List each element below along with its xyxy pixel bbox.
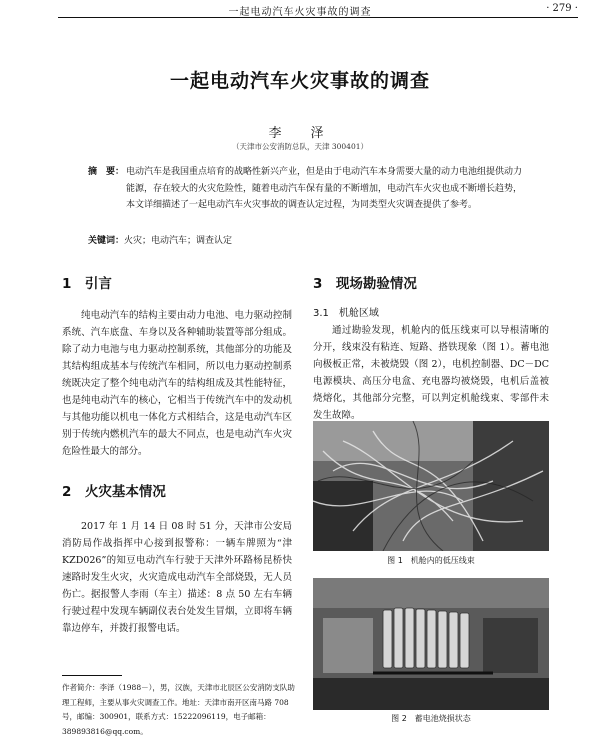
section-3-1-heading: 3.1 机舱区域 xyxy=(313,308,379,319)
footnote: 作者简介：李泽（1988－），男，汉族，天津市北辰区公安消防支队助理工程师，主要从事火灾调查工作。地址：天津市南开区南马路 708 号，邮编：300901，联系方式：15222096119，电子邮箱：389893816@qq.com。 xyxy=(62,683,295,736)
figure-2-caption: 图 2 蓄电池烧损状态 xyxy=(391,714,471,723)
section-2-heading: 2 火灾基本情况 xyxy=(62,484,166,500)
running-header xyxy=(0,0,600,18)
right-column xyxy=(313,276,549,424)
figure-1-image xyxy=(313,421,549,551)
abstract xyxy=(88,164,528,214)
left-column xyxy=(62,276,292,460)
section-3-paragraph: 通过勘验发现，机舱内的低压线束可以导根清晰的分开，线束没有粘连、短路、搭铁现象（图 1）。蓄电池向极板正常，未被烧毁（图 2），电机控制器、DC－DC 电源模块、高压分电盒、充电器均被烧毁，电机后盖被烧熔化，其他部分完整，可以判定机舱线束、零部件未发生故障。 xyxy=(313,325,549,421)
affiliation: （天津市公安消防总队，天津 300401） xyxy=(231,142,368,151)
abstract-label: 摘 要： xyxy=(88,167,125,177)
figure-1-caption: 图 1 机舱内的低压线束 xyxy=(387,556,475,565)
wiring-harness-photo xyxy=(313,421,549,551)
paper-title: 一起电动汽车火灾事故的调查 xyxy=(169,70,430,92)
running-title: 一起电动汽车火灾事故的调查 xyxy=(228,7,372,18)
figure-2-image xyxy=(313,578,549,710)
header-rule xyxy=(58,17,578,18)
author-name: 李 泽 xyxy=(268,126,332,141)
footnote-rule xyxy=(62,675,122,676)
keywords xyxy=(88,233,528,246)
abstract-text: 电动汽车是我国重点培育的战略性新兴产业，但是由于电动汽车本身需要大量的动力电池组提供动力能源，存在较大的火灾危险性，随着电动汽车保有量的不断增加，电动汽车火灾也成不断增长趋势，本文详细描述了一起电动汽车火灾事故的调查认定过程，为同类型火灾调查提供了参考。 xyxy=(126,167,523,210)
page-number: · 279 · xyxy=(546,3,578,14)
section-2-paragraph: 2017 年 1 月 14 日 08 时 51 分，天津市公安局消防局作战指挥中心接到报警称：一辆车牌照为“津 KZD026”的知豆电动汽车行驶于天津外环路杨昆桥快速路时发生火灾，火灾造成电动汽车全部烧毁，无人员伤亡。据报警人李雨（车主）描述：8 点 50 左右车辆行驶过程中发现车辆副仪表台处发生冒烟，立即将车辆靠边停车，并拨打报警电话。 xyxy=(62,521,292,634)
keywords-text: 火灾；电动汽车；调查认定 xyxy=(124,236,233,246)
section-1-paragraph: 纯电动汽车的结构主要由动力电池、电力驱动控制系统、汽车底盘、车身以及各种辅助装置等部分组成。除了动力电池与电力驱动控制系统，其他部分的功能及其结构组成基本与传统汽车相同，所以电力驱动控制系统既决定了整个纯电动汽车的结构组成及其性能特征，也是纯电动汽车的核心，它相当于传统汽车中的发动机与其他功能以机电一体化方式相结合，这是电动汽车区别于传统内燃机汽车的最大不同点，也是电动汽车火灾危险性最大的部分。 xyxy=(62,310,292,457)
section-3-heading: 3 现场勘验情况 xyxy=(313,276,417,292)
battery-damage-photo xyxy=(313,578,549,710)
section-1-heading: 1 引言 xyxy=(62,276,112,292)
left-column-lower xyxy=(62,484,292,637)
keywords-label: 关键词： xyxy=(88,236,125,246)
